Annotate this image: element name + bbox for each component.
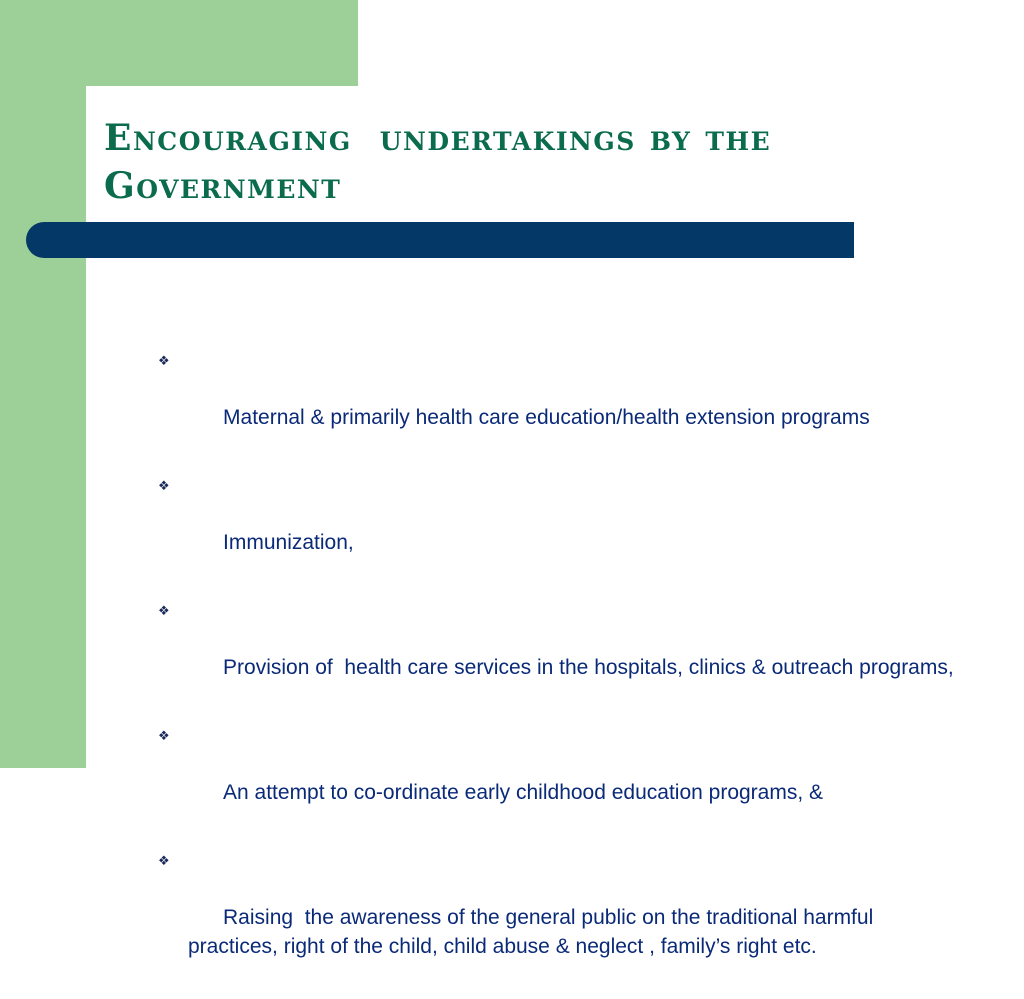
diamond-bullet-icon: ❖ xyxy=(158,353,170,368)
bullet-item xyxy=(158,845,958,990)
bullet-list xyxy=(158,345,958,999)
slide-title: Encouraging undertakings by the Government xyxy=(104,117,786,207)
diamond-bullet-icon: ❖ xyxy=(158,478,170,493)
bullet-item xyxy=(158,345,958,461)
bullet-text: Provision of health care services in the hospitals, clinics & outreach programs, xyxy=(223,656,954,679)
diamond-bullet-icon: ❖ xyxy=(158,603,170,618)
bullet-text: Maternal & primarily health care education/health extension programs xyxy=(223,406,870,429)
bullet-text: An attempt to co-ordinate early childhood education programs, & xyxy=(223,781,824,804)
title-underline-bar xyxy=(26,222,854,258)
diamond-bullet-icon: ❖ xyxy=(158,728,170,743)
bullet-text: Raising the awareness of the general public on the traditional harmful practices, right of the child, child abuse & neglect , family’s right etc. xyxy=(188,906,880,958)
bullet-text: Immunization, xyxy=(223,531,354,554)
bullet-item xyxy=(158,595,958,711)
bullet-item xyxy=(158,470,958,586)
green-corner-decoration xyxy=(0,0,358,86)
green-sidebar-decoration xyxy=(0,0,86,768)
bullet-item xyxy=(158,720,958,836)
diamond-bullet-icon: ❖ xyxy=(158,853,170,868)
